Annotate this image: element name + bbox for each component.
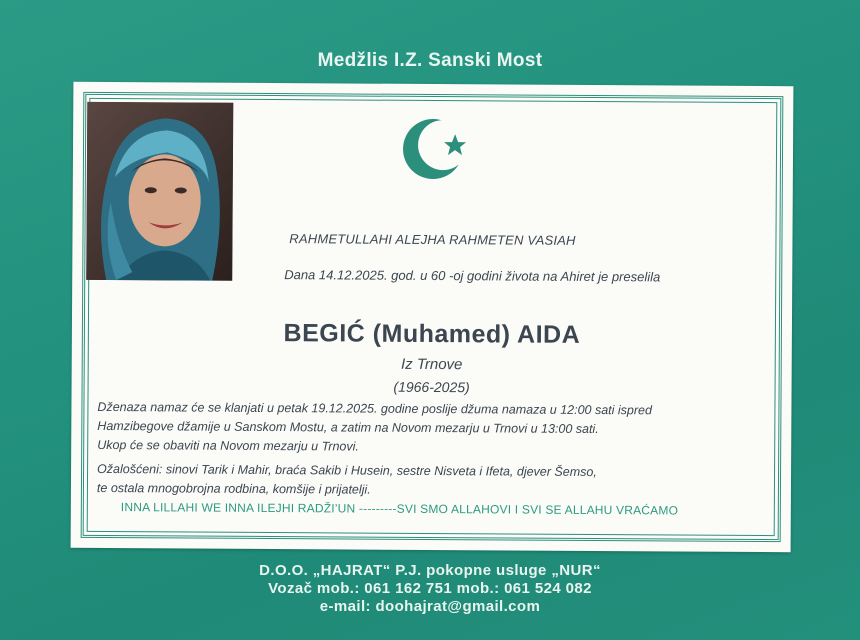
footer-phones: Vozač mob.: 061 162 751 mob.: 061 524 082 [268, 580, 592, 597]
deceased-name: BEGIĆ (Muhamed) AIDA [283, 319, 581, 349]
footer-email: e-mail: doohajrat@gmail.com [319, 598, 541, 615]
footer-company: D.O.O. „HAJRAT“ P.J. pokopne usluge „NUR“ [259, 562, 601, 579]
life-years: (1966-2025) [393, 378, 470, 396]
funeral-details [97, 398, 777, 459]
funeral-line: Dženaza namaz će se klanjati u petak 19.12.2025. godine poslije džuma namaza u 12:00 sati ispred [97, 399, 653, 418]
mourners-list [97, 460, 777, 502]
closing-prayer: INNA LILLAHI WE INNA ILEJHI RADŽI’UN ---------SVI SMO ALLAHOVI I SVI SE ALLAHU VRAĆAMO [120, 500, 679, 518]
header-title: Medžlis I.Z. Sanski Most [317, 50, 543, 71]
mourners-line: te ostala mnogobrojna rodbina, komšije i prijatelji. [96, 480, 371, 497]
crescent-star-icon [403, 114, 473, 184]
blessing-text: RAHMETULLAHI ALEJHA RAHMETEN VASIAH [289, 231, 576, 248]
obituary-notice [71, 82, 794, 552]
deceased-origin: Iz Trnove [400, 355, 463, 374]
mourners-line: Ožalošćeni: sinovi Tarik i Mahir, braća Sakib i Husein, sestre Nisveta i Ifeta, djever Šemso, [97, 461, 597, 480]
portrait-photo [86, 102, 233, 281]
death-announcement: Dana 14.12.2025. god. u 60 -oj godini života na Ahiret je preselila [284, 267, 661, 285]
funeral-line: Ukop će se obaviti na Novom mezarju u Trnovi. [97, 437, 359, 454]
funeral-line: Hamzibegove džamije u Sanskom Mostu, a zatim na Novom mezarju u Trnovi u 13:00 sati. [97, 418, 599, 437]
